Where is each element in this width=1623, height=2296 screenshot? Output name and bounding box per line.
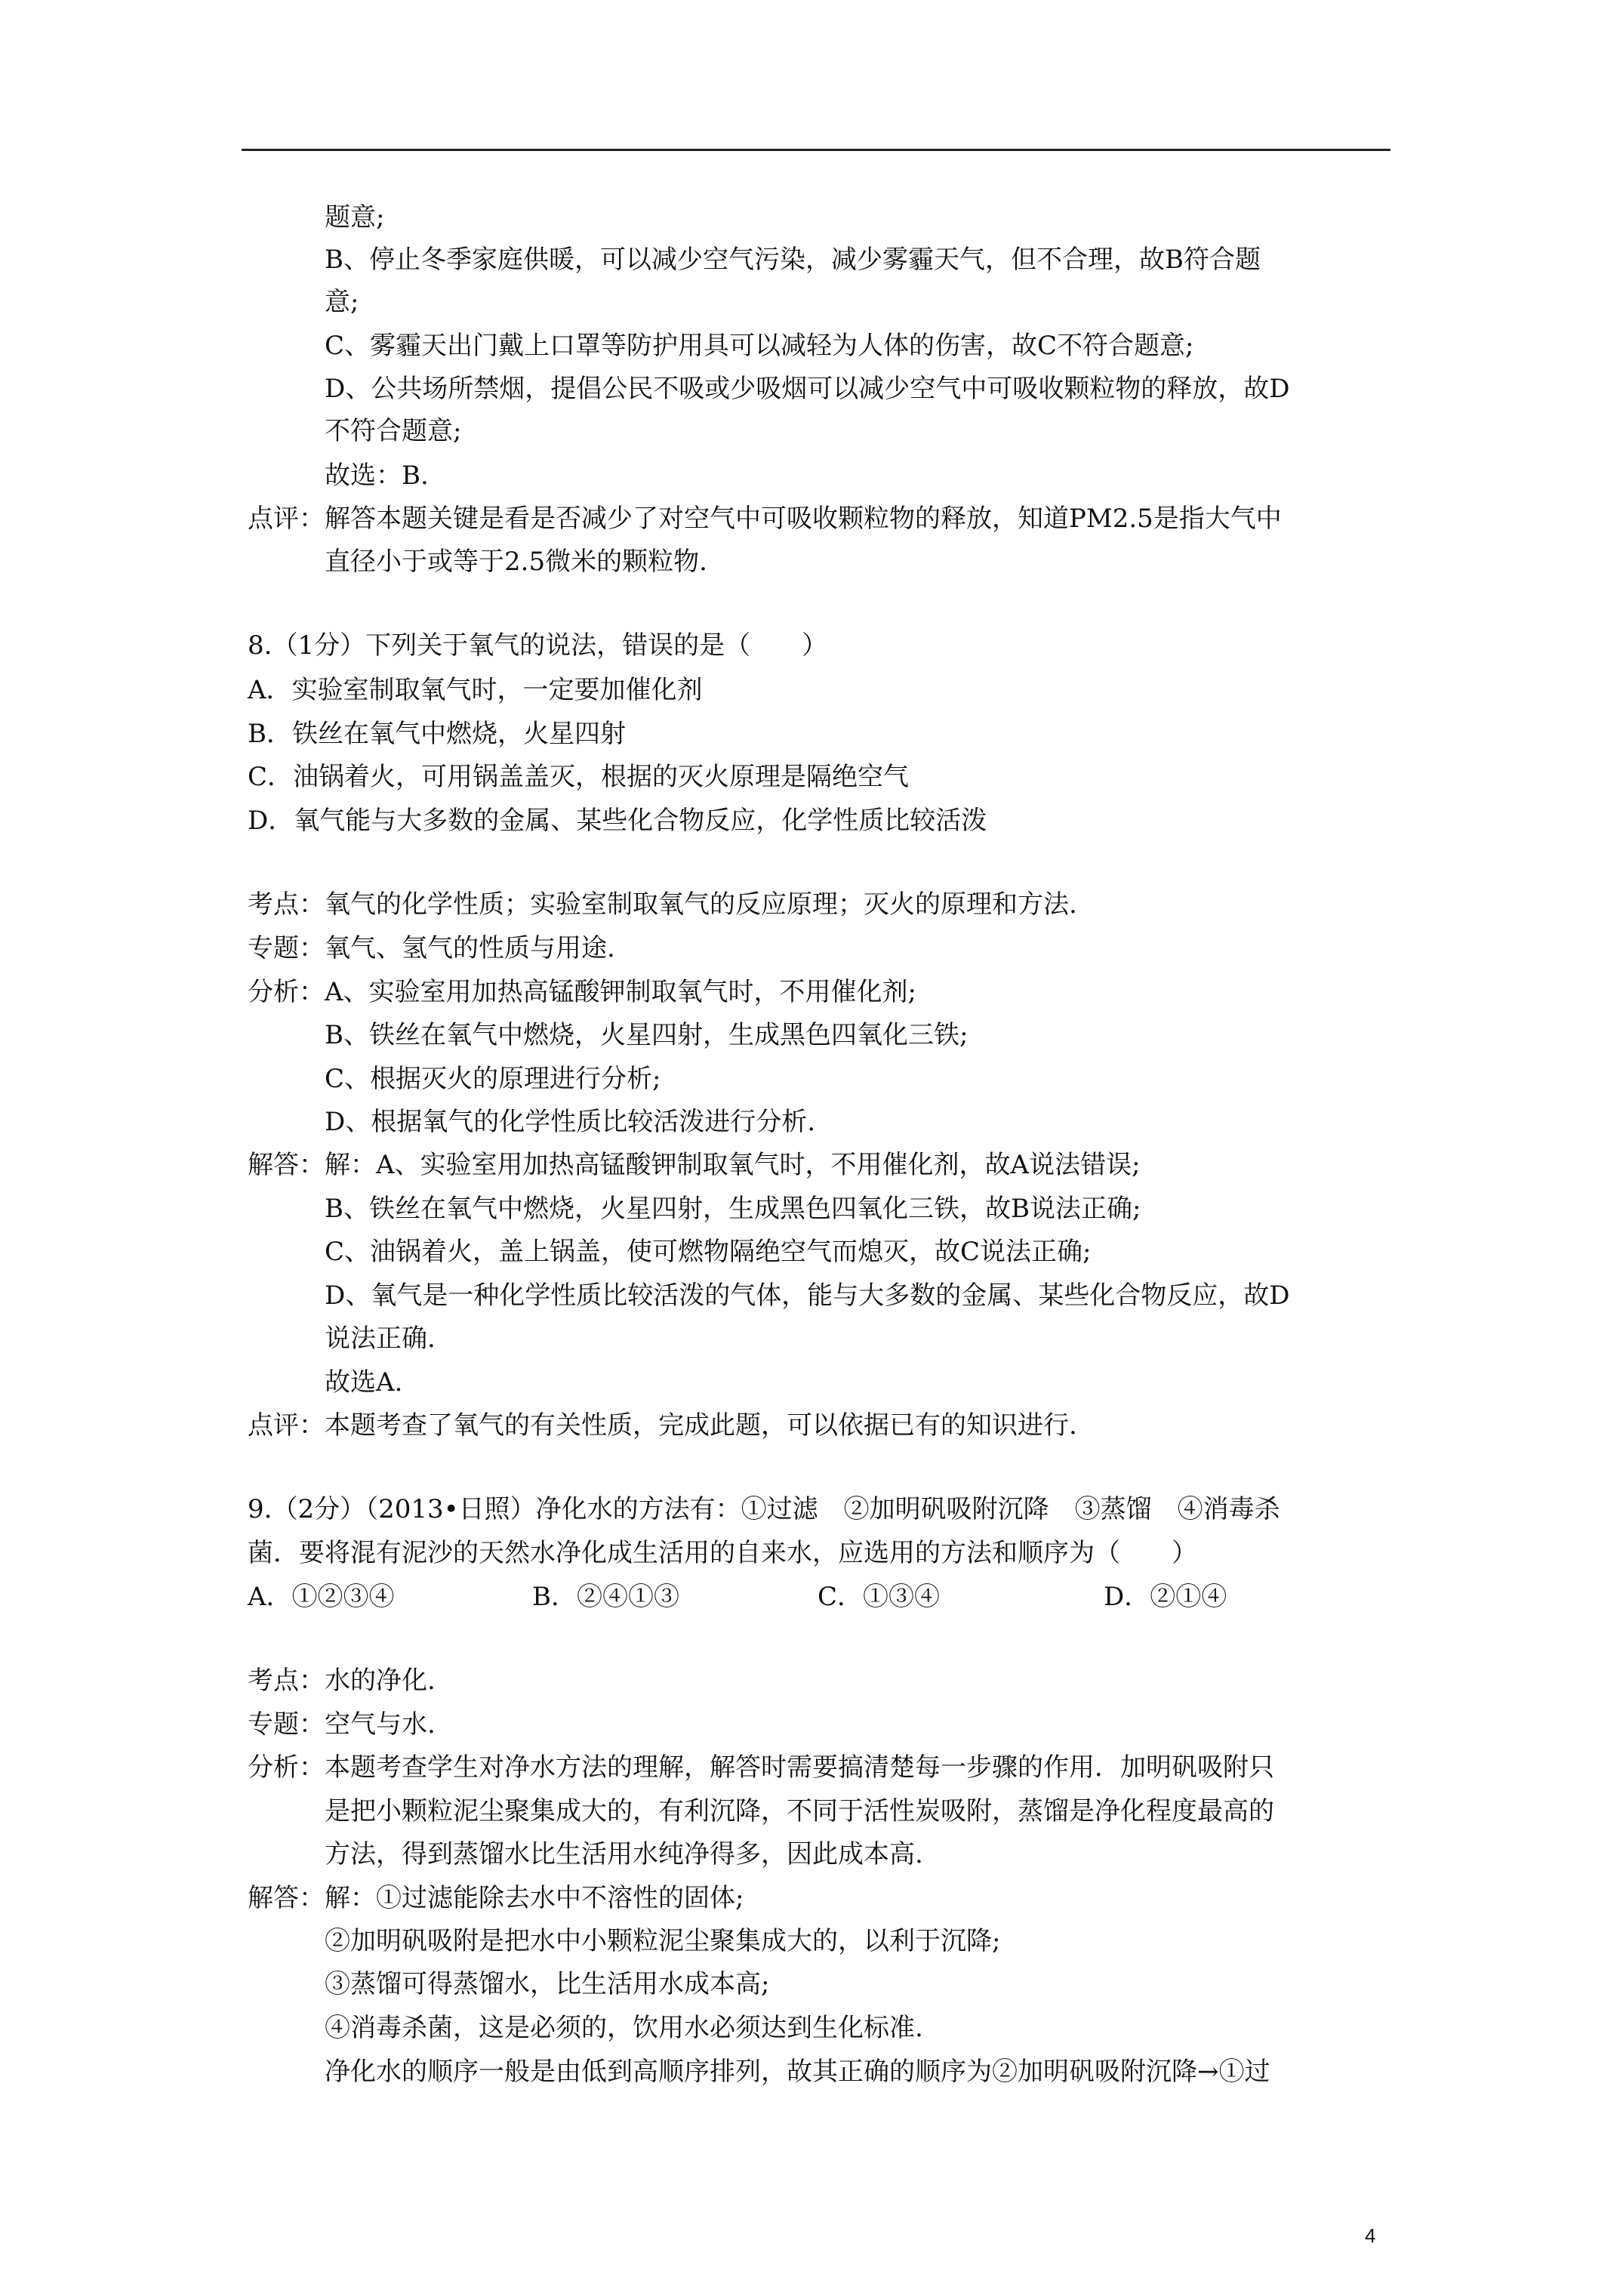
text-line: 意; [325,287,359,317]
q9-jieda-line: ②加明矾吸附是把水中小颗粒泥尘聚集成大的，以利于沉降; [325,1926,1001,1956]
q8-fenxi-line: B、铁丝在氧气中燃烧，火星四射，生成黑色四氧化三铁; [325,1020,969,1050]
q9-jieda-line: ④消毒杀菌，这是必须的，饮用水必须达到生化标准. [325,2013,923,2043]
q8-jieda-line: B、铁丝在氧气中燃烧，火星四射，生成黑色四氧化三铁，故B说法正确; [325,1194,1141,1224]
text-line: C、雾霾天出门戴上口罩等防护用具可以减轻为人体的伤害，故C不符合题意; [325,331,1194,361]
comment-line: 点评：解答本题关键是看是否减少了对空气中可吸收颗粒物的释放，知道PM2.5是指大气中 [248,504,1282,534]
page-number: 4 [1365,2224,1376,2247]
q8-zhuanti: 专题：氧气、氢气的性质与用途. [248,933,615,963]
q8-option-b: B．铁丝在氧气中燃烧，火星四射 [248,719,626,749]
q8-kaodian: 考点：氧气的化学性质；实验室制取氧气的反应原理；灭火的原理和方法. [248,889,1077,920]
q8-dianping: 点评：本题考查了氧气的有关性质，完成此题，可以依据已有的知识进行. [248,1410,1077,1441]
q9-kaodian: 考点：水的净化. [248,1666,436,1696]
q9-zhuanti: 专题：空气与水. [248,1709,436,1740]
q9-jieda-line: ③蒸馏可得蒸馏水，比生活用水成本高; [325,1969,770,1999]
text-line: 不符合题意; [325,416,462,446]
q8-option-d: D．氧气能与大多数的金属、某些化合物反应，化学性质比较活泼 [248,806,987,836]
q9-fenxi-line: 是把小颗粒泥尘聚集成大的，有利沉降，不同于活性炭吸附，蒸馏是净化程度最高的 [325,1796,1274,1826]
q8-jieda-line: 说法正确. [325,1324,436,1354]
q9-option-d: D．②①④ [1104,1582,1227,1612]
q9-option-a: A．①②③④ [248,1582,395,1612]
q8-option-a: A．实验室制取氧气时，一定要加催化剂 [248,675,703,705]
q8-jieda-line: 解答：解：A、实验室用加热高锰酸钾制取氧气时，不用催化剂，故A说法错误; [248,1150,1141,1180]
text-line: 故选：B. [325,461,429,491]
q9-option-b: B．②④①③ [532,1582,679,1612]
q8-fenxi-line: D、根据氧气的化学性质比较活泼进行分析. [325,1107,816,1137]
text-line: B、停止冬季家庭供暖，可以减少空气污染，减少雾霾天气，但不合理，故B符合题 [325,245,1261,275]
comment-line: 直径小于或等于2.5微米的颗粒物. [325,547,707,577]
q8-jieda-line: D、氧气是一种化学性质比较活泼的气体，能与大多数的金属、某些化合物反应，故D [325,1281,1290,1311]
q9-jieda-line: 净化水的顺序一般是由低到高顺序排列，故其正确的顺序为②加明矾吸附沉降→①过 [325,2057,1270,2087]
header-rule [242,149,1390,151]
q8-jieda-line: 故选A. [325,1367,403,1398]
question-8-stem: 8.（1分）下列关于氧气的说法，错误的是（ ） [248,630,828,661]
q8-fenxi-line: C、根据灭火的原理进行分析; [325,1064,661,1094]
q9-fenxi-line: 方法，得到蒸馏水比生活用水纯净得多，因此成本高. [325,1839,923,1869]
q8-fenxi-line: 分析：A、实验室用加热高锰酸钾制取氧气时，不用催化剂; [248,977,917,1007]
text-line: 题意; [325,202,385,233]
q8-option-c: C．油锅着火，可用锅盖盖灭，根据的灭火原理是隔绝空气 [248,762,910,792]
q9-fenxi-line: 分析：本题考查学生对净水方法的理解，解答时需要搞清楚每一步骤的作用．加明矾吸附只 [248,1752,1274,1783]
question-9-stem: 菌．要将混有泥沙的天然水净化成生活用的自来水，应选用的方法和顺序为（ ） [248,1538,1197,1568]
question-9-stem: 9.（2分）（2013•日照）净化水的方法有：①过滤 ②加明矾吸附沉降 ③蒸馏 ④消毒杀 [248,1494,1280,1524]
q9-jieda-line: 解答：解：①过滤能除去水中不溶性的固体; [248,1883,744,1913]
q8-jieda-line: C、油锅着火，盖上锅盖，使可燃物隔绝空气而熄灭，故C说法正确; [325,1237,1092,1267]
text-line: D、公共场所禁烟，提倡公民不吸或少吸烟可以减少空气中可吸收颗粒物的释放，故D [325,374,1290,404]
q9-option-c: C．①③④ [818,1582,941,1612]
